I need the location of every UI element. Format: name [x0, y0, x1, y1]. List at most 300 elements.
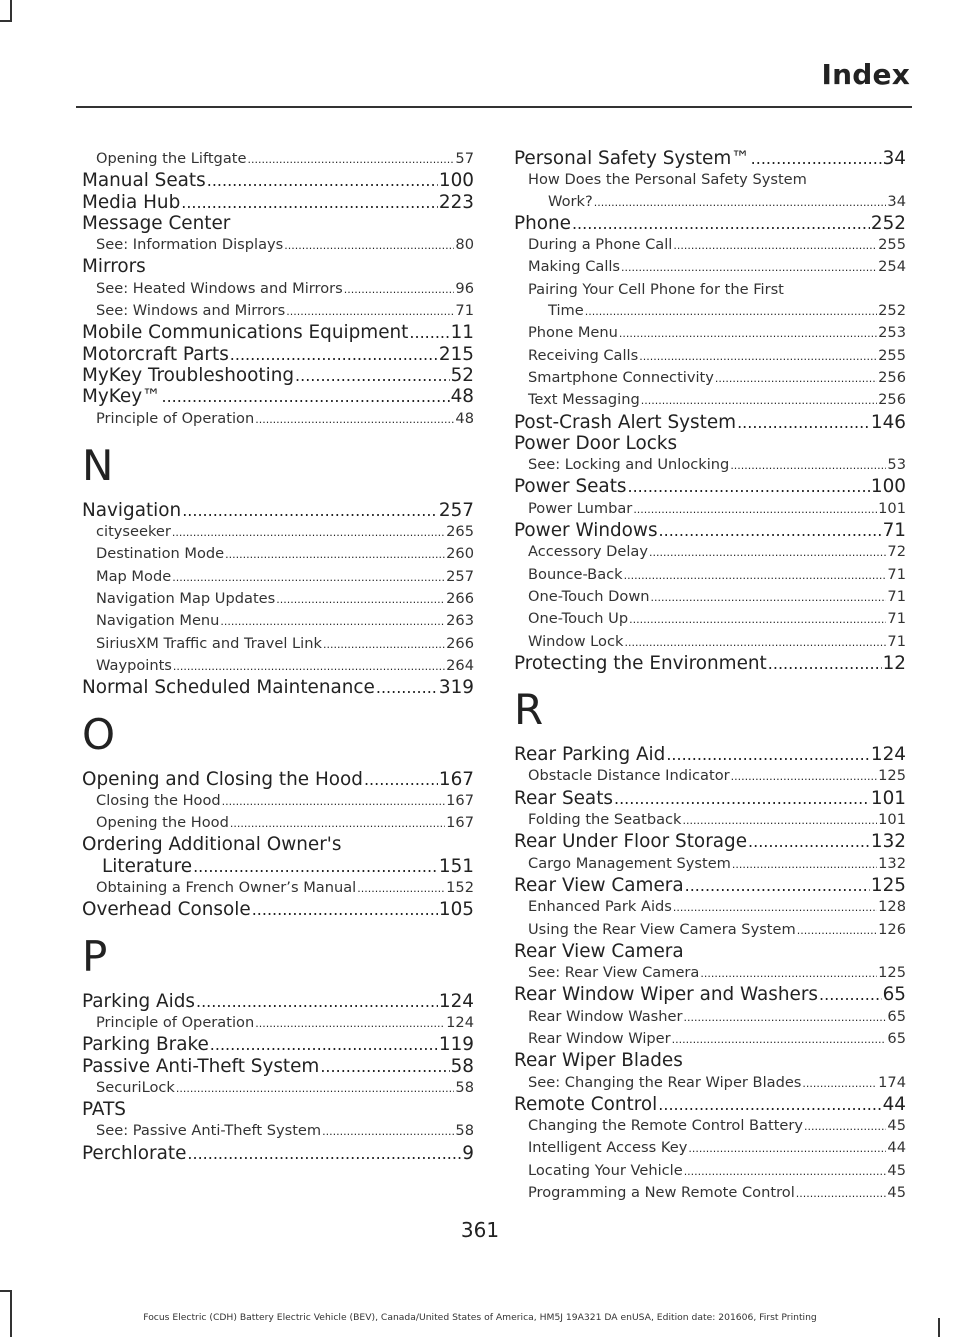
- entry-page-number: 255: [878, 346, 906, 364]
- entry-label: One-Touch Up: [528, 610, 629, 628]
- entry-page-number: 65: [887, 1029, 906, 1047]
- entry-page-number: 174: [878, 1073, 906, 1091]
- entry-label: Map Mode: [96, 567, 172, 585]
- dot-leader: [659, 520, 882, 541]
- entry-label: See: Passive Anti-Theft System: [96, 1122, 322, 1140]
- dot-leader: [624, 565, 887, 586]
- index-entry: [514, 520, 906, 541]
- dot-leader: [628, 476, 870, 497]
- dot-leader: [255, 409, 454, 430]
- entry-label: Text Messaging: [528, 391, 640, 409]
- dot-leader: [207, 170, 438, 191]
- entry-page-number: 101: [878, 499, 906, 517]
- entry-page-number: 52: [450, 364, 474, 386]
- entry-page-number: 71: [455, 302, 474, 320]
- index-entry: [82, 769, 474, 790]
- index-section-letter: N: [82, 440, 114, 490]
- dot-leader: [230, 813, 445, 834]
- dot-leader: [731, 766, 877, 787]
- entry-label: See: Windows and Mirrors: [96, 302, 286, 320]
- entry-page-number: 100: [438, 170, 474, 192]
- entry-label: MyKey™: [82, 386, 161, 408]
- index-subentry: [514, 1072, 906, 1094]
- entry-label: Personal Safety System™: [514, 148, 750, 169]
- entry-label: Closing the Hood: [96, 791, 221, 809]
- index-subentry: [82, 633, 474, 655]
- entry-page-number: 126: [878, 920, 906, 938]
- dot-leader: [172, 567, 445, 588]
- index-entry-heading: Message Center: [82, 212, 231, 234]
- index-subentry: [82, 588, 474, 610]
- dot-leader: [320, 1056, 449, 1077]
- dot-leader: [684, 1007, 887, 1028]
- index-entry: [82, 1034, 474, 1055]
- entry-page-number: 266: [446, 634, 474, 652]
- entry-page-number: 252: [870, 212, 906, 234]
- dot-leader: [594, 192, 887, 213]
- entry-label: Intelligent Access Key: [528, 1139, 688, 1157]
- entry-label: Cargo Management System: [528, 854, 731, 872]
- entry-page-number: 71: [887, 610, 906, 628]
- dot-leader: [210, 1034, 438, 1055]
- dot-leader: [322, 1121, 454, 1142]
- entry-page-number: 264: [446, 656, 474, 674]
- index-subentry: [82, 812, 474, 834]
- entry-label: Motorcraft Parts: [82, 343, 229, 365]
- entry-label: Parking Aids: [82, 990, 195, 1012]
- entry-page-number: 101: [870, 787, 906, 809]
- entry-page-number: 151: [438, 855, 474, 877]
- index-subentry: [514, 1137, 906, 1159]
- dot-leader: [629, 609, 886, 630]
- dot-leader: [658, 1094, 881, 1115]
- entry-label: Media Hub: [82, 191, 181, 213]
- dot-leader: [737, 412, 870, 433]
- dot-leader: [700, 963, 877, 984]
- index-subentry: [82, 1012, 474, 1034]
- dot-leader: [715, 368, 877, 389]
- index-entry-heading: Rear Wiper Blades: [514, 1050, 683, 1072]
- index-subentry: [514, 586, 906, 608]
- index-subentry: [514, 541, 906, 563]
- index-subentry: [514, 1182, 906, 1204]
- entry-label: Bounce-Back: [528, 565, 623, 583]
- index-entry: [82, 899, 474, 920]
- dot-leader: [751, 148, 882, 169]
- index-entry: [514, 744, 906, 765]
- dot-leader: [819, 984, 882, 1005]
- entry-label: Navigation Map Updates: [96, 590, 276, 608]
- entry-label: Navigation: [82, 499, 182, 521]
- index-subentry: [82, 278, 474, 300]
- dot-leader: [220, 611, 445, 632]
- entry-label: Manual Seats: [82, 170, 206, 192]
- entry-label: Rear Window Wiper: [528, 1029, 671, 1047]
- index-subentry: [514, 1028, 906, 1050]
- header-divider: [76, 106, 912, 108]
- index-entry: [514, 984, 906, 1005]
- entry-page-number: 119: [438, 1034, 474, 1056]
- entry-page-number: 128: [878, 898, 906, 916]
- dot-leader: [619, 323, 877, 344]
- entry-page-number: 167: [446, 814, 474, 832]
- index-subentry: [514, 919, 906, 941]
- dot-leader: [181, 192, 438, 213]
- index-entry: [82, 365, 474, 386]
- entry-label: Work?: [548, 192, 593, 210]
- entry-page-number: 58: [455, 1122, 474, 1140]
- entry-page-number: 65: [887, 1007, 906, 1025]
- dot-leader: [172, 522, 445, 543]
- dot-leader: [255, 1013, 445, 1034]
- entry-label: Opening and Closing the Hood: [82, 768, 363, 790]
- index-subentry: [514, 631, 906, 653]
- entry-label: See: Rear View Camera: [528, 964, 700, 982]
- index-subentry: [514, 234, 906, 256]
- entry-label: Enhanced Park Aids: [528, 898, 672, 916]
- index-entry: [514, 148, 906, 169]
- entry-page-number: 125: [878, 767, 906, 785]
- entry-label: SiriusXM Traffic and Travel Link: [96, 634, 322, 652]
- entry-page-number: 319: [438, 677, 474, 699]
- page-title: Index: [821, 58, 910, 91]
- index-subentry: [514, 256, 906, 278]
- index-subentry: [514, 765, 906, 787]
- dot-leader: [621, 257, 877, 278]
- entry-page-number: 45: [887, 1184, 906, 1202]
- entry-page-number: 146: [870, 411, 906, 433]
- index-subentry: [514, 191, 906, 213]
- entry-label: Smartphone Connectivity: [528, 368, 714, 386]
- index-entry: [514, 788, 906, 809]
- index-entry: [82, 1143, 474, 1164]
- index-subentry: [514, 853, 906, 875]
- entry-page-number: 71: [887, 565, 906, 583]
- index-subentry: [514, 322, 906, 344]
- entry-page-number: 72: [887, 543, 906, 561]
- entry-label: Phone: [514, 212, 571, 234]
- index-subentry: [514, 345, 906, 367]
- index-entry-heading: PATS: [82, 1099, 126, 1121]
- entry-page-number: 132: [870, 831, 906, 853]
- entry-page-number: 257: [438, 499, 474, 521]
- entry-page-number: 256: [878, 391, 906, 409]
- entry-page-number: 125: [878, 964, 906, 982]
- entry-label: Parking Brake: [82, 1034, 209, 1056]
- entry-label: SecuriLock: [96, 1078, 175, 1096]
- entry-page-number: 256: [878, 368, 906, 386]
- index-subentry: [82, 300, 474, 322]
- dot-leader: [685, 875, 870, 896]
- entry-label: Rear Window Washer: [528, 1007, 683, 1025]
- entry-page-number: 167: [446, 791, 474, 809]
- entry-label: Time: [548, 302, 584, 320]
- entry-label: Opening the Liftgate: [96, 150, 247, 167]
- dot-leader: [357, 878, 445, 899]
- dot-leader: [666, 744, 870, 765]
- entry-label: Navigation Menu: [96, 612, 220, 630]
- index-subentry: [514, 367, 906, 389]
- index-subentry: [82, 408, 474, 430]
- index-entry: [514, 875, 906, 896]
- index-subentry: [82, 543, 474, 565]
- index-subentry: [514, 1006, 906, 1028]
- index-entry-heading: Mirrors: [82, 256, 146, 278]
- entry-label: Destination Mode: [96, 545, 225, 563]
- index-subentry: [82, 521, 474, 543]
- crop-mark: [10, 0, 12, 20]
- entry-page-number: 257: [446, 567, 474, 585]
- entry-label: Accessory Delay: [528, 543, 649, 561]
- index-entry: [514, 653, 906, 674]
- entry-page-number: 44: [887, 1139, 906, 1157]
- entry-page-number: 253: [878, 324, 906, 342]
- index-subentry: [514, 389, 906, 411]
- index-entry: [514, 213, 906, 234]
- dot-leader: [193, 856, 438, 877]
- dot-leader: [673, 235, 877, 256]
- dot-leader: [796, 1183, 887, 1204]
- index-subentry: [514, 300, 906, 322]
- entry-page-number: 53: [887, 456, 906, 474]
- index-subentry: [82, 877, 474, 899]
- entry-page-number: 34: [882, 148, 906, 169]
- index-subentry: [82, 148, 474, 170]
- entry-label: Literature: [102, 855, 193, 877]
- entry-label: Rear Under Floor Storage: [514, 831, 748, 853]
- index-entry: [82, 1056, 474, 1077]
- dot-leader: [639, 346, 877, 367]
- index-subentry: [82, 1120, 474, 1142]
- entry-label: Opening the Hood: [96, 814, 229, 832]
- entry-page-number: 252: [878, 302, 906, 320]
- dot-leader: [641, 390, 877, 411]
- index-entry: [82, 192, 474, 213]
- entry-page-number: 96: [455, 279, 474, 297]
- entry-label: Obstacle Distance Indicator: [528, 767, 730, 785]
- index-section-letter: R: [514, 685, 544, 735]
- index-subentry: [514, 962, 906, 984]
- dot-leader: [797, 920, 877, 941]
- index-entry-heading: Power Door Locks: [514, 432, 678, 454]
- dot-leader: [173, 656, 445, 677]
- dot-leader: [768, 653, 882, 674]
- entry-label: Rear Parking Aid: [514, 744, 666, 766]
- entry-label: Overhead Console: [82, 899, 251, 921]
- dot-leader: [804, 1116, 886, 1137]
- entry-page-number: 45: [887, 1117, 906, 1135]
- index-subentry: [514, 1115, 906, 1137]
- index-entry: [82, 991, 474, 1012]
- index-entry: [514, 476, 906, 497]
- dot-leader: [230, 344, 438, 365]
- index-entry: [82, 856, 474, 877]
- entry-page-number: 223: [438, 191, 474, 213]
- entry-page-number: 48: [450, 386, 474, 408]
- index-subentry: [514, 1160, 906, 1182]
- index-subentry: [82, 234, 474, 256]
- dot-leader: [624, 632, 886, 653]
- entry-page-number: 45: [887, 1161, 906, 1179]
- entry-page-number: 254: [878, 258, 906, 276]
- entry-page-number: 263: [446, 612, 474, 630]
- entry-label: Waypoints: [96, 656, 172, 674]
- index-entry-heading: How Does the Personal Safety System: [528, 171, 807, 189]
- entry-page-number: 215: [438, 343, 474, 365]
- entry-label: Normal Scheduled Maintenance: [82, 677, 375, 699]
- index-entry: [514, 831, 906, 852]
- dot-leader: [161, 386, 449, 407]
- entry-label: Making Calls: [528, 258, 621, 276]
- crop-mark: [0, 20, 12, 22]
- index-entry: [514, 412, 906, 433]
- entry-label: Using the Rear View Camera System: [528, 920, 796, 938]
- index-entry: [514, 1094, 906, 1115]
- index-entry: [82, 677, 474, 698]
- dot-leader: [364, 769, 438, 790]
- entry-label: See: Changing the Rear Wiper Blades: [528, 1073, 802, 1091]
- entry-label: Remote Control: [514, 1093, 658, 1115]
- page-number: 361: [460, 1218, 500, 1242]
- entry-page-number: 255: [878, 236, 906, 254]
- entry-label: Protecting the Environment: [514, 652, 767, 674]
- entry-label: See: Information Displays: [96, 236, 284, 254]
- index-subentry: [514, 498, 906, 520]
- index-entry: [82, 344, 474, 365]
- index-entry: [82, 170, 474, 191]
- entry-label: Power Seats: [514, 476, 627, 498]
- dot-leader: [284, 235, 454, 256]
- entry-label: Principle of Operation: [96, 1013, 255, 1031]
- entry-page-number: 100: [870, 476, 906, 498]
- index-subentry: [82, 1077, 474, 1099]
- dot-leader: [196, 991, 438, 1012]
- index-entry: [82, 500, 474, 521]
- entry-label: Rear View Camera: [514, 874, 684, 896]
- entry-page-number: 124: [438, 990, 474, 1012]
- entry-page-number: 71: [882, 520, 906, 542]
- entry-label: Programming a New Remote Control: [528, 1184, 795, 1202]
- index-subentry: [514, 564, 906, 586]
- entry-page-number: 101: [878, 811, 906, 829]
- entry-label: Mobile Communications Equipment: [82, 322, 409, 344]
- dot-leader: [187, 1143, 461, 1164]
- entry-label: Folding the Seatback: [528, 811, 682, 829]
- entry-label: Receiving Calls: [528, 346, 639, 364]
- dot-leader: [730, 455, 886, 476]
- entry-page-number: 132: [878, 854, 906, 872]
- entry-label: See: Locking and Unlocking: [528, 456, 730, 474]
- entry-page-number: 260: [446, 545, 474, 563]
- entry-label: Changing the Remote Control Battery: [528, 1117, 804, 1135]
- entry-page-number: 48: [455, 409, 474, 427]
- dot-leader: [614, 788, 870, 809]
- dot-leader: [688, 1138, 886, 1159]
- dot-leader: [673, 897, 877, 918]
- footer-text: Focus Electric (CDH) Battery Electric Vehicle (BEV), Canada/United States of America, HM5J 19A321 DA enUSA, Edition date: 201606, First Printing: [143, 1312, 817, 1323]
- entry-page-number: 167: [438, 768, 474, 790]
- index-subentry: [514, 809, 906, 831]
- dot-leader: [295, 365, 450, 386]
- entry-page-number: 105: [438, 899, 474, 921]
- entry-page-number: 58: [450, 1055, 474, 1077]
- index-column-left: [82, 148, 474, 1164]
- dot-leader: [344, 279, 455, 300]
- entry-label: cityseeker: [96, 523, 171, 541]
- index-subentry: [82, 610, 474, 632]
- entry-label: One-Touch Down: [528, 587, 650, 605]
- entry-page-number: 124: [446, 1013, 474, 1031]
- entry-label: Obtaining a French Owner’s Manual: [96, 879, 357, 897]
- entry-page-number: 65: [882, 984, 906, 1006]
- entry-label: Power Lumbar: [528, 499, 633, 517]
- entry-page-number: 57: [455, 150, 474, 167]
- index-entry: [82, 386, 474, 407]
- index-column-right: [514, 148, 906, 1204]
- entry-page-number: 71: [887, 587, 906, 605]
- dot-leader: [222, 791, 445, 812]
- entry-page-number: 265: [446, 523, 474, 541]
- entry-page-number: 9: [462, 1142, 474, 1164]
- dot-leader: [252, 899, 438, 920]
- index-subentry: [514, 896, 906, 918]
- entry-page-number: 11: [450, 322, 474, 344]
- entry-page-number: 124: [870, 744, 906, 766]
- dot-leader: [649, 542, 886, 563]
- index-section-letter: O: [82, 709, 116, 759]
- index-subentry: [82, 790, 474, 812]
- index-subentry: [82, 655, 474, 677]
- entry-page-number: 34: [887, 192, 906, 210]
- dot-leader: [409, 322, 449, 343]
- entry-label: Post-Crash Alert System: [514, 411, 737, 433]
- entry-label: Passive Anti-Theft System: [82, 1055, 320, 1077]
- index-subentry: [514, 608, 906, 630]
- entry-label: Principle of Operation: [96, 409, 255, 427]
- entry-page-number: 152: [446, 879, 474, 897]
- dot-leader: [684, 1161, 887, 1182]
- entry-page-number: 71: [887, 632, 906, 650]
- entry-page-number: 58: [455, 1078, 474, 1096]
- entry-label: During a Phone Call: [528, 236, 673, 254]
- entry-label: Perchlorate: [82, 1142, 187, 1164]
- entry-label: Phone Menu: [528, 324, 618, 342]
- entry-page-number: 44: [882, 1093, 906, 1115]
- index-entry-heading: Ordering Additional Owner's: [82, 834, 342, 856]
- dot-leader: [182, 500, 438, 521]
- dot-leader: [802, 1073, 877, 1094]
- index-subentry: [514, 454, 906, 476]
- entry-label: Rear Window Wiper and Washers: [514, 984, 819, 1006]
- entry-page-number: 80: [455, 236, 474, 254]
- dot-leader: [633, 499, 877, 520]
- dot-leader: [748, 831, 870, 852]
- dot-leader: [286, 301, 454, 322]
- dot-leader: [323, 634, 445, 655]
- dot-leader: [376, 677, 438, 698]
- index-entry-heading: Pairing Your Cell Phone for the First: [528, 280, 784, 298]
- index-entry: [82, 322, 474, 343]
- dot-leader: [276, 589, 445, 610]
- dot-leader: [572, 213, 870, 234]
- entry-label: MyKey Troubleshooting: [82, 364, 295, 386]
- dot-leader: [651, 587, 887, 608]
- dot-leader: [672, 1029, 887, 1050]
- entry-page-number: 266: [446, 590, 474, 608]
- entry-label: See: Heated Windows and Mirrors: [96, 279, 343, 297]
- dot-leader: [225, 544, 445, 565]
- index-subentry: [82, 566, 474, 588]
